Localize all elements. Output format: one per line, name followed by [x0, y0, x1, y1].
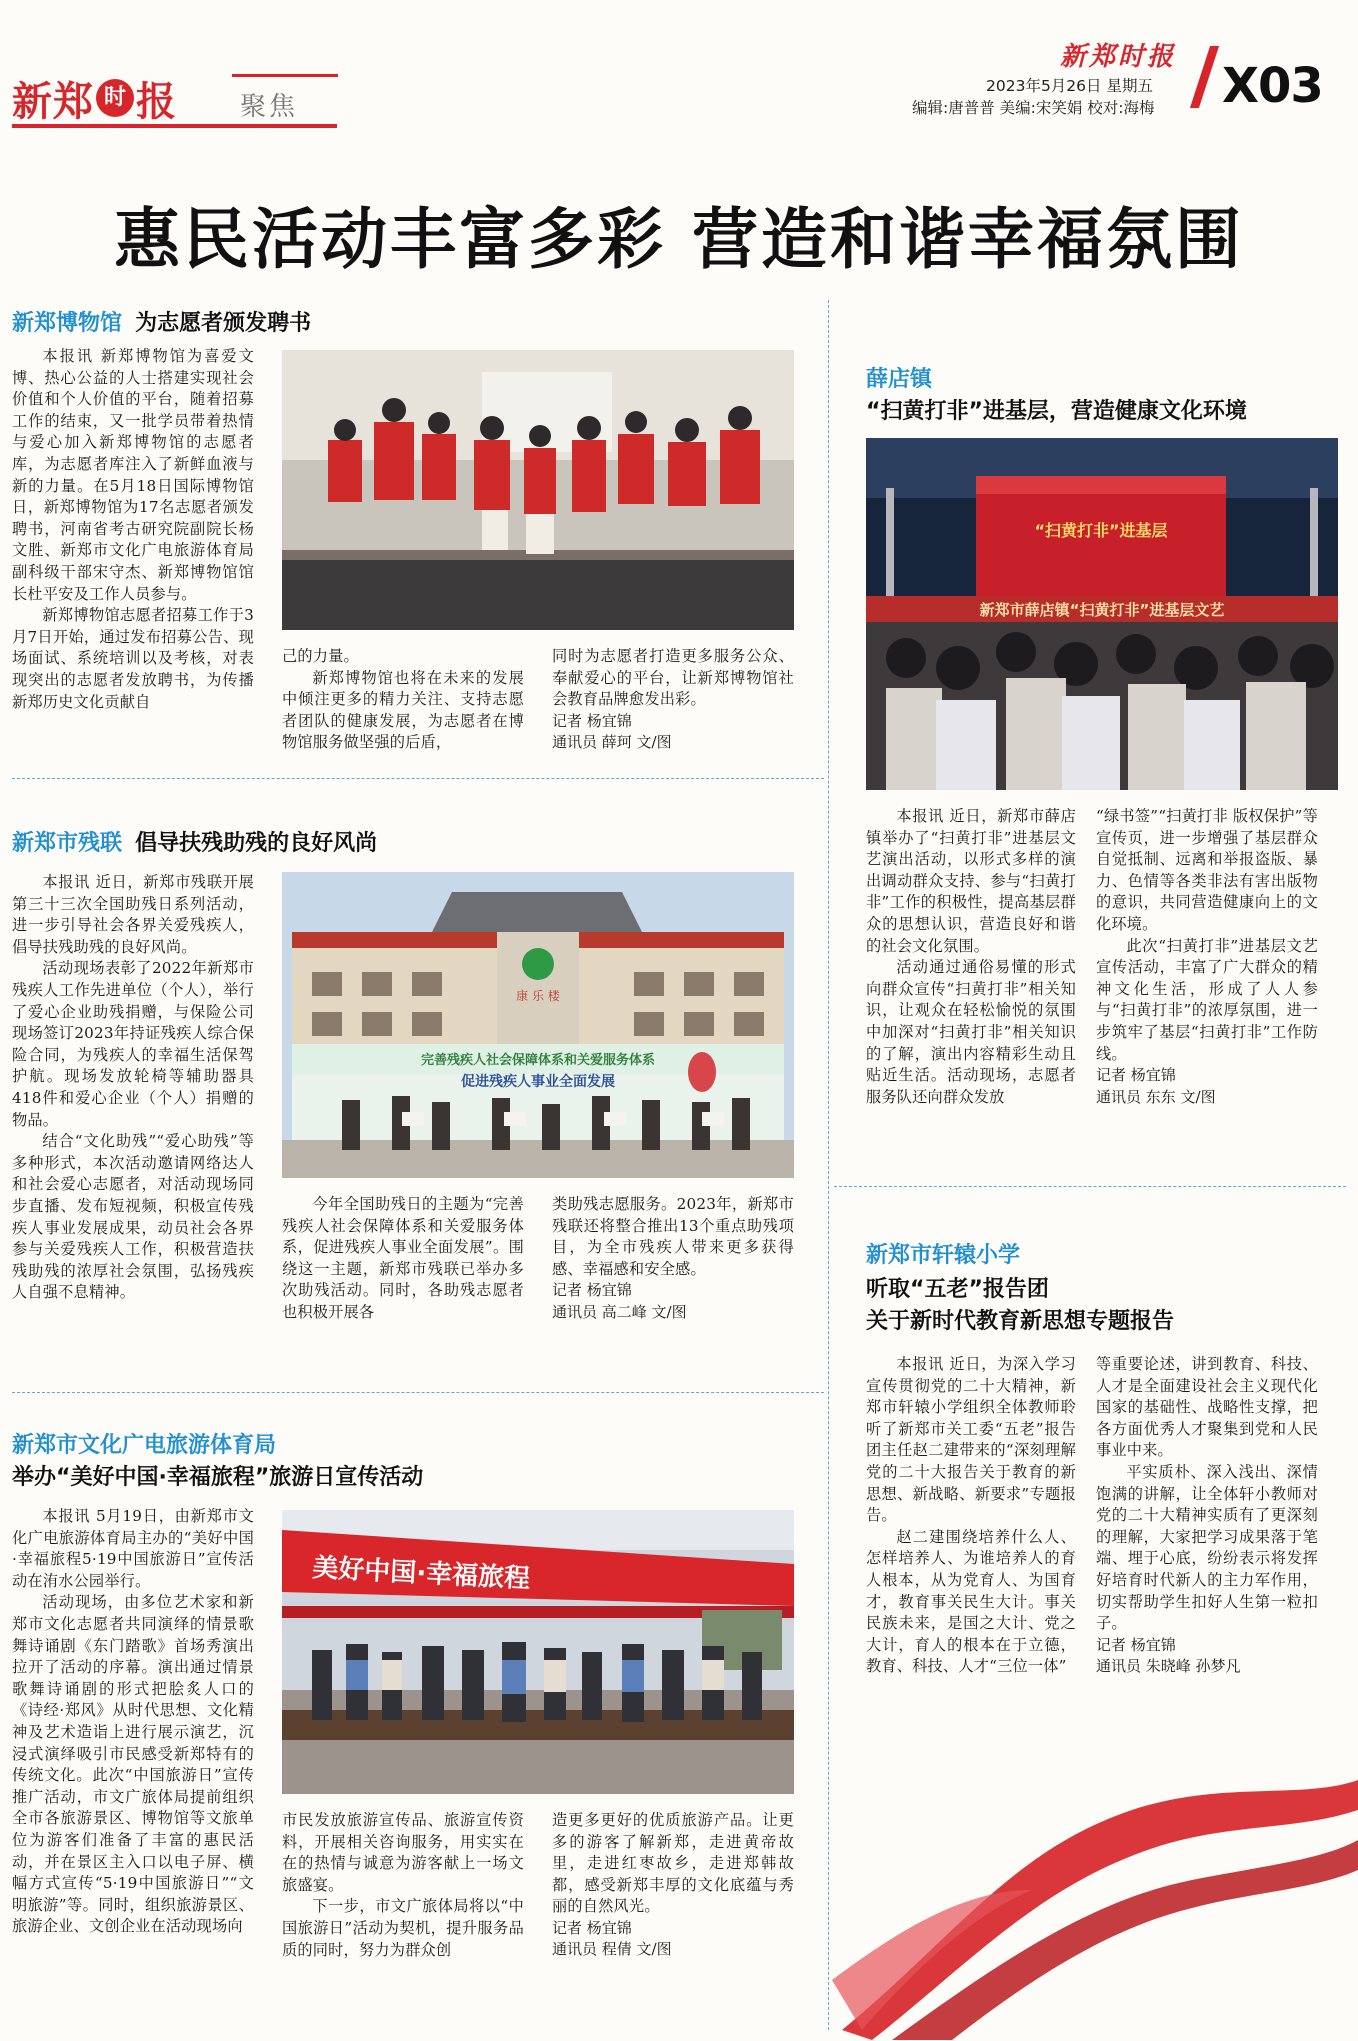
disabled-col2-p1: 今年全国助残日的主题为“完善残疾人社会保障体系和关爱服务体系，促进残疾人事业全面发展”。围绕这一主题，新郑市残联已举办多次助残活动。同时，各助残志愿者也积极开展各 — [282, 1195, 524, 1321]
page-number: X03 — [1222, 58, 1323, 114]
disabled-reporter: 记者 杨宜锦 — [552, 1281, 632, 1300]
disabled-title: 倡导扶残助残的良好风尚 — [135, 831, 378, 856]
tourism-col1-p1: 本报讯 5月19日，由新郑市文化广电旅游体育局主办的“美好中国·幸福旅程5·19中国旅游日”宣传活动在洧水公园举行。 — [12, 1507, 254, 1590]
disabled-source: 新郑市残联 — [12, 831, 123, 856]
tourism-tent-text: 美好中国·幸福旅程 — [311, 1553, 531, 1595]
school-reporter: 记者 杨宜锦 — [1096, 1635, 1176, 1654]
school-col2-p2: 平实质朴、深入浅出、深情饱满的讲解，让全体轩小教师对党的二十大精神实质有了更深刻的理解，大家把学习成果落于笔端、埋于心底，纷纷表示将发挥好培育时代新人的主力军作用，切实帮助学生扣好人生第一粒扣子。 — [1096, 1462, 1318, 1633]
museum-col3-p1: 同时为志愿者打造更多服务公众、奉献爱心的平台，让新郑博物馆社会教育品牌愈发出彩。 — [552, 647, 794, 709]
disabled-col1-p2: 活动现场表彰了2022年新郑市残疾人工作先进单位（个人），举行了爱心企业助残捐赠，与保险公司现场签订2023年持证残疾人综合保险合同，为残疾人的幸福生活保驾护航。现场发放轮椅等辅助器具418件和爱心企业（个人）捐赠的物品。 — [12, 959, 254, 1129]
tourism-col2-p2: 下一步，市文广旅体局将以“中国旅游日”活动为契机，提升服务品质的同时，努力为群众创 — [282, 1897, 524, 1959]
brand-underline — [12, 124, 337, 128]
disabled-building-sign: 康 乐 楼 — [516, 989, 560, 1003]
tourism-col2-p1: 市民发放旅游宣传品、旅游宣传资料，开展相关咨询服务，用实实在在的热情与诚意为游客献上一场文旅盛宴。 — [282, 1811, 524, 1894]
xuedian-correspondent: 通讯员 东东 文/图 — [1096, 1087, 1216, 1106]
museum-col2 — [282, 646, 524, 754]
school-title-line1: 听取“五老”报告团 — [866, 1277, 1049, 1302]
xuedian-photo — [866, 438, 1338, 790]
museum-reporter: 记者 杨宜锦 — [552, 711, 632, 730]
xuedian-col1-p1: 本报讯 近日，新郑市薛店镇举办了“扫黄打非”进基层文艺演出活动，以形式多样的演出调动群众支持、参与“扫黄打非”工作的积极性，提高基层群众的思想认识，营造良好和谐的社会文化氛围。 — [866, 807, 1076, 955]
disabled-col3-p1: 类助残志愿服务。2023年，新郑市残联还将整合推出13个重点助残项目，为全市残疾人带来更多获得感、幸福感和安全感。 — [552, 1195, 794, 1278]
museum-col3 — [552, 646, 794, 754]
disabled-banner-line1: 完善残疾人社会保障体系和关爱服务体系 — [420, 1053, 656, 1068]
disabled-photo — [282, 872, 794, 1178]
column-divider-vertical — [828, 300, 829, 2030]
tourism-reporter: 记者 杨宜锦 — [552, 1918, 632, 1937]
museum-source: 新郑博物馆 — [12, 311, 123, 336]
disabled-col2 — [282, 1194, 524, 1324]
xuedian-reporter: 记者 杨宜锦 — [1096, 1066, 1176, 1085]
museum-correspondent: 通讯员 薛珂 文/图 — [552, 733, 672, 752]
tourism-col3-p1: 造更多更好的优质旅游产品。让更多的游客了解新郑，走进黄帝故里，走进红枣故乡，走进郑韩故都，感受新郑丰厚的文化底蕴与秀丽的自然风光。 — [552, 1811, 794, 1916]
tourism-photo — [282, 1510, 794, 1794]
page-number-slash — [1190, 46, 1219, 108]
xuedian-col2 — [1096, 806, 1318, 1108]
tourism-col1 — [12, 1506, 254, 2026]
divider-museum-bottom — [12, 778, 824, 779]
issue-date: 2023年5月26日 星期五 — [986, 77, 1153, 95]
xuedian-col2-p2: 此次“扫黄打非”进基层文艺宣传活动，丰富了广大群众的精神文化生活，形成了人人参与“扫黄打非”的浓厚氛围，进一步筑牢了基层“扫黄打非”工作防线。 — [1096, 936, 1318, 1063]
museum-col2-p2: 新郑博物馆也将在未来的发展中倾注更多的精力关注、支持志愿者团队的健康发展，为志愿者在博物馆服务做坚强的后盾， — [282, 668, 524, 752]
disabled-col3 — [552, 1194, 794, 1323]
xuedian-title: “扫黄打非”进基层，营造健康文化环境 — [866, 399, 1247, 424]
tourism-source: 新郑市文化广电旅游体育局 — [12, 1433, 277, 1458]
tourism-correspondent: 通讯员 程倩 文/图 — [552, 1940, 672, 1959]
article-school — [832, 1188, 1358, 1788]
disabled-banner-line2: 促进残疾人事业全面发展 — [461, 1074, 615, 1090]
xuedian-col1-p2: 活动通过通俗易懂的形式向群众宣传“扫黄打非”相关知识，让观众在轻松愉悦的氛围中加深对“扫黄打非”相关知识的了解，演出内容精彩生动且贴近生活。活动现场，志愿者服务队还向群众发放 — [866, 958, 1076, 1106]
school-col2-p1: 等重要论述，讲到教育、科技、人才是全面建设社会主义现代化国家的基础性、战略性支撑，把各方面优秀人才聚集到党和人民事业中来。 — [1096, 1355, 1318, 1460]
masthead — [0, 0, 1358, 140]
school-source: 新郑市轩辕小学 — [866, 1243, 1021, 1268]
museum-photo — [282, 350, 794, 630]
brand-text-left: 新郑 — [12, 78, 94, 125]
divider-disabled-bottom — [12, 1392, 824, 1393]
school-col1-p2: 赵二建围绕培养什么人、怎样培养人、为谁培养人的育人根本，从为党育人、为国育才，教育事关民生大计。事关民族未来，是国之大计、党之大计，育人的根本在于立德，教育、科技、人才“三位一体” — [866, 1527, 1076, 1676]
xuedian-col1 — [866, 806, 1076, 1108]
xuedian-stage-text: 新郑市薛店镇“扫黄打非”进基层文艺 — [979, 601, 1225, 619]
school-correspondent: 通讯员 朱晓峰 孙梦凡 — [1096, 1657, 1241, 1676]
disabled-col1-p3: 结合“文化助残”“爱心助残”等多种形式，本次活动邀请网络达人和社会爱心志愿者，对活动现场同步直播、发布短视频，积极宣传残疾人事业发展成果，动员社会各界参与关爱残疾人工作，积极营造扶残助残的浓厚社会氛围，弘扬残疾人自强不息精神。 — [12, 1132, 254, 1302]
divider-xuedian-bottom — [834, 1186, 1346, 1187]
article-xuedian — [832, 300, 1358, 1184]
brand-text-right: 报 — [136, 78, 176, 125]
tourism-title: 举办“美好中国·幸福旅程”旅游日宣传活动 — [12, 1465, 424, 1490]
xuedian-backdrop-text: “扫黄打非”进基层 — [1034, 521, 1168, 540]
brand-logo — [12, 70, 176, 126]
disabled-correspondent: 通讯员 高二峰 文/图 — [552, 1302, 687, 1321]
museum-heading — [12, 306, 311, 337]
xuedian-source: 薛店镇 — [866, 367, 933, 392]
tourism-col1-p2: 活动现场，由多位艺术家和新郑市文化志愿者共同演绎的情景歌舞诗诵剧《东门踏歌》首场秀演出拉开了活动的序幕。演出通过情景歌舞诗诵剧的形式把脍炙人口的《诗经·郑风》从时代思想、文化精神及艺术造诣上进行展示演艺，沉浸式演绎吸引市民感受新郑特有的传统文化。此次“中国旅游日”宣传推广活动，市文广旅体局提前组织全市各旅游景区、博物馆等文旅单位为游客们准备了丰富的惠民活动，并在景区主入口以电子屏、横幅方式宣传“5·19中国旅游日”“文明旅游”等。同时，组织旅游景区、旅游企业、文创企业在活动现场向 — [12, 1593, 254, 1936]
disabled-heading — [12, 826, 377, 857]
article-tourism — [0, 1394, 828, 2034]
brand-badge: 时 — [96, 79, 134, 117]
disabled-col1 — [12, 872, 254, 1352]
section-label: 聚焦 — [240, 92, 299, 122]
museum-col1 — [12, 346, 254, 762]
tourism-col2 — [282, 1810, 524, 1961]
museum-col1-p2: 新郑博物馆志愿者招募工作于3月7日开始，通过发布招募公告、现场面试、系统培训以及考核，对表现突出的志愿者发放聘书，为传播新郑历史文化贡献自 — [12, 606, 254, 711]
school-title-line2: 关于新时代教育新思想专题报告 — [866, 1309, 1175, 1334]
main-headline: 惠民活动丰富多彩 营造和谐幸福氛围 — [114, 201, 1244, 278]
article-disabled-federation — [0, 780, 828, 1390]
disabled-col1-p1: 本报讯 近日，新郑市残联开展第三十三次全国助残日系列活动，进一步引导社会各界关爱残疾人，倡导扶残助残的良好风尚。 — [12, 873, 254, 956]
museum-col2-p1: 己的力量。 — [282, 647, 359, 665]
editor-credits: 编辑:唐普普 美编:宋笑娟 校对:海梅 — [912, 99, 1155, 117]
brand-topline — [232, 74, 338, 77]
school-col2 — [1096, 1354, 1318, 1678]
school-col1 — [866, 1354, 1076, 1678]
article-museum — [0, 300, 828, 776]
museum-title: 为志愿者颁发聘书 — [135, 311, 312, 336]
school-col1-p1: 本报讯 近日，为深入学习宣传贯彻党的二十大精神，新郑市轩辕小学组织全体教师聆听了新郑市关工委“五老”报告团主任赵二建带来的“深刻理解党的二十大报告关于教育的新思想、新战略、新要求”专题报告。 — [866, 1355, 1076, 1525]
newspaper-logo-script: 新郑时报 — [1060, 42, 1177, 72]
xuedian-col2-p1: “绿书签”“扫黄打非 版权保护”等宣传页，进一步增强了基层群众自觉抵制、远离和举报盗版、暴力、色情等各类非法有害出版物的意识，共同营造健康向上的文化环境。 — [1096, 807, 1318, 933]
museum-col1-p1: 本报讯 新郑博物馆为喜爱文博、热心公益的人士搭建实现社会价值和个人价值的平台，随着招募工作的结束，又一批学员带着热情与爱心加入新郑博物馆的志愿者库，为志愿者库注入了新鲜血液与新的力量。在5月18日国际博物馆日，新郑博物馆为17名志愿者颁发聘书，河南省考古研究院副院长杨文胜、新郑市文化广电旅游体育局副科级干部宋守杰、新郑博物馆馆长杜平安及工作人员参与。 — [12, 347, 254, 603]
tourism-col3 — [552, 1810, 794, 1961]
